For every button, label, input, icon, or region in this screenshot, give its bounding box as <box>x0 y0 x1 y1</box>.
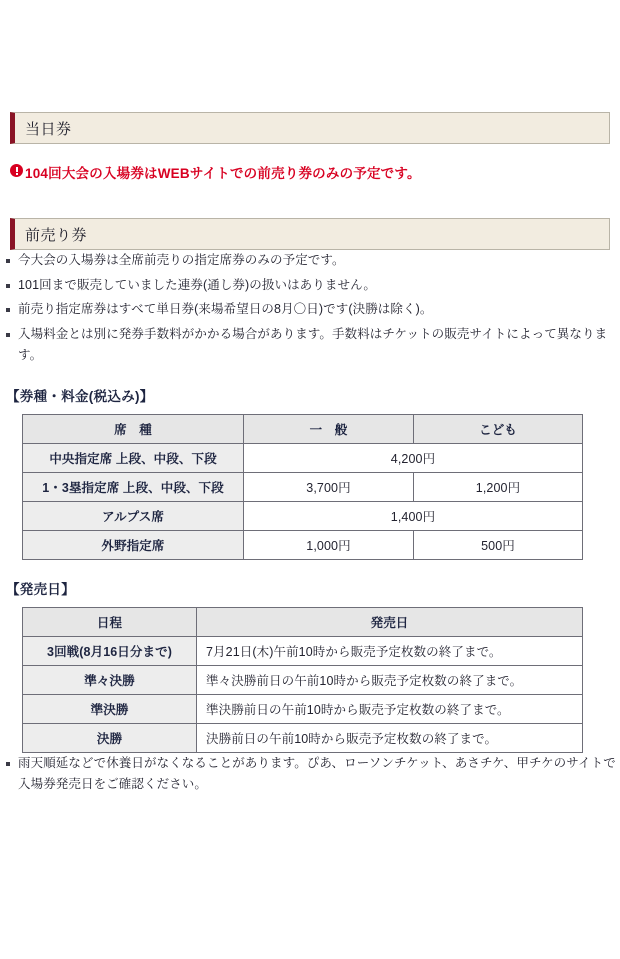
footer-bullet-list <box>0 753 620 796</box>
price-section-heading: 【券種・料金(税込み)】 <box>6 388 154 404</box>
exclamation-circle-icon <box>10 164 23 177</box>
seat-type-cell: 中央指定席 上段、中段、下段 <box>23 443 244 472</box>
table-header-row <box>23 414 583 443</box>
top-spacer <box>0 0 620 112</box>
section-gap <box>0 182 620 218</box>
list-item: 101回まで販売していました連券(通し券)の扱いはありません。 <box>0 275 620 297</box>
table-row <box>23 443 583 472</box>
column-header-round: 日程 <box>23 607 197 636</box>
sale-date-cell: 準決勝前日の午前10時から販売予定枚数の終了まで。 <box>197 694 583 723</box>
column-header-child: こども <box>414 414 583 443</box>
table-row <box>23 665 583 694</box>
table-row <box>23 636 583 665</box>
table-header-row <box>23 607 583 636</box>
section-header-same-day-label: 当日券 <box>25 120 72 138</box>
price-cell-child: 500円 <box>414 530 583 559</box>
price-cell-adult: 3,700円 <box>244 472 414 501</box>
list-item: 前売り指定席券はすべて単日券(来場希望日の8月〇日)です(決勝は除く)。 <box>0 299 620 321</box>
section-header-advance-label: 前売り券 <box>25 226 88 244</box>
same-day-notice <box>10 162 620 182</box>
table-row <box>23 530 583 559</box>
list-item: 入場料金とは別に発券手数料がかかる場合があります。手数料はチケットの販売サイトによって異なります。 <box>0 324 620 367</box>
schedule-section-heading: 【発売日】 <box>6 581 75 597</box>
advance-ticket-bullet-list <box>0 250 620 367</box>
sale-date-cell: 準々決勝前日の午前10時から販売予定枚数の終了まで。 <box>197 665 583 694</box>
list-item: 雨天順延などで休養日がなくなることがあります。ぴあ、ローソンチケット、あさチケ、甲チケのサイトで入場券発売日をご確認ください。 <box>0 753 620 796</box>
round-cell: 3回戦(8月16日分まで) <box>23 636 197 665</box>
price-cell-merged: 4,200円 <box>244 443 583 472</box>
table-row <box>23 723 583 752</box>
seat-type-cell: 1・3塁指定席 上段、中段、下段 <box>23 472 244 501</box>
round-cell: 準々決勝 <box>23 665 197 694</box>
round-cell: 準決勝 <box>23 694 197 723</box>
table-row <box>23 694 583 723</box>
price-cell-child: 1,200円 <box>414 472 583 501</box>
price-cell-merged: 1,400円 <box>244 501 583 530</box>
column-header-sale-date: 発売日 <box>197 607 583 636</box>
table-row <box>23 472 583 501</box>
table-row <box>23 501 583 530</box>
price-table <box>22 414 583 560</box>
sale-date-cell: 7月21日(木)午前10時から販売予定枚数の終了まで。 <box>197 636 583 665</box>
price-cell-adult: 1,000円 <box>244 530 414 559</box>
column-header-adult: 一 般 <box>244 414 414 443</box>
round-cell: 決勝 <box>23 723 197 752</box>
sale-date-cell: 決勝前日の午前10時から販売予定枚数の終了まで。 <box>197 723 583 752</box>
same-day-notice-text: 104回大会の入場券はWEBサイトでの前売り券のみの予定です。 <box>25 166 421 181</box>
sale-date-table <box>22 607 583 753</box>
list-item: 今大会の入場券は全席前売りの指定席券のみの予定です。 <box>0 250 620 272</box>
column-header-seat-type: 席 種 <box>23 414 244 443</box>
seat-type-cell: 外野指定席 <box>23 530 244 559</box>
section-header-same-day-ticket <box>10 112 610 144</box>
section-header-advance-ticket <box>10 218 610 250</box>
seat-type-cell: アルプス席 <box>23 501 244 530</box>
